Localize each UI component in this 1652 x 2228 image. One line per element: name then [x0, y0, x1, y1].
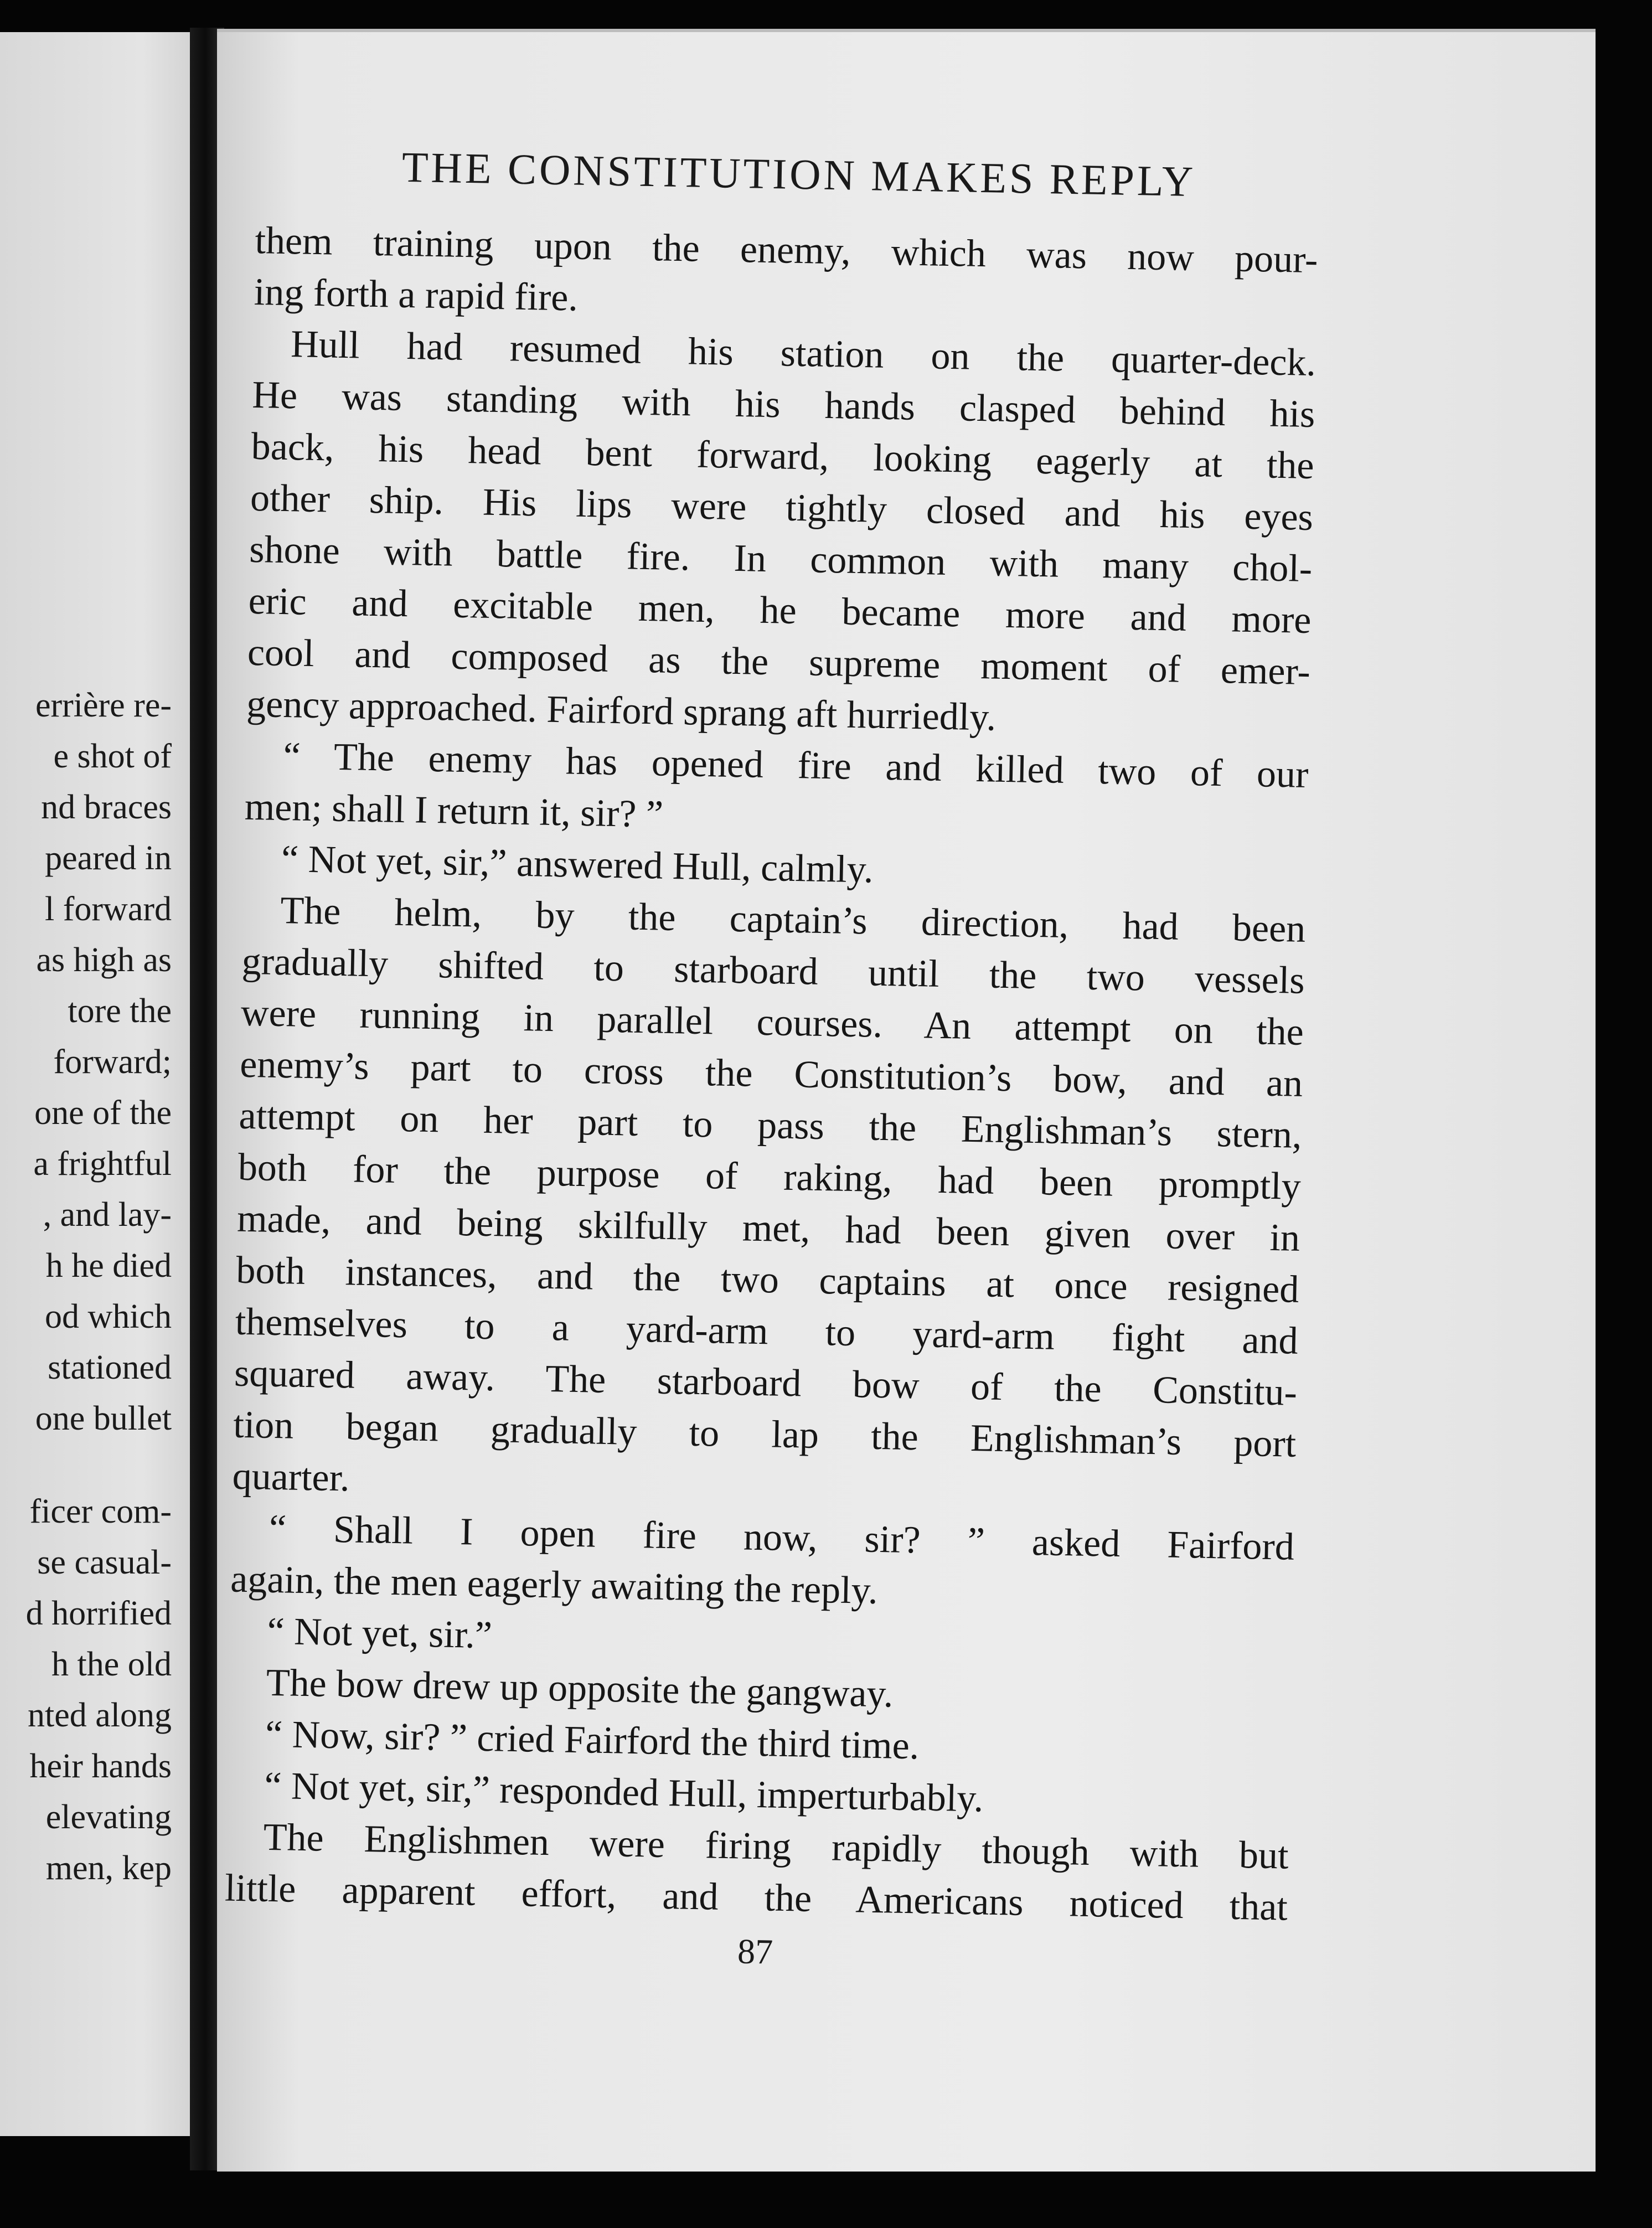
text-line: The Englishmen were firing rapidly though with but	[263, 1816, 1289, 1878]
text-line: “ Not yet, sir,” responded Hull, imperturbably.	[264, 1764, 984, 1820]
page-number: 87	[737, 1931, 773, 1972]
left-page-paragraph-gap	[0, 1444, 172, 1486]
left-page-line: elevating	[45, 1798, 172, 1836]
left-page-line: se casual-	[37, 1544, 172, 1581]
text-line: both for the purpose of raking, had been promptly	[238, 1146, 1302, 1208]
left-page-line: forward;	[53, 1043, 172, 1081]
text-line: cool and composed as the supreme moment of emer-	[247, 631, 1311, 694]
text-line: eric and excitable men, he became more and more	[248, 579, 1312, 642]
text-line: gency approached. Fairford sprang aft hurriedly.	[246, 682, 997, 739]
left-page-line: d horrified	[25, 1595, 172, 1632]
text-line: little apparent effort, and the Americans noticed that	[224, 1866, 1288, 1929]
text-line: The bow drew up opposite the gangway.	[266, 1661, 894, 1716]
left-page-line: nted along	[28, 1696, 172, 1734]
left-page-line: one of the	[34, 1094, 172, 1132]
text-line: “ Shall I open fire now, sir? ” asked Fairford	[269, 1507, 1295, 1569]
text-line: “ The enemy has opened fire and killed two of our	[282, 735, 1309, 796]
left-page-line: stationed	[48, 1349, 172, 1386]
text-line: quarter.	[232, 1455, 350, 1500]
left-page-line: h he died	[45, 1247, 172, 1285]
left-page-line: errière re-	[35, 687, 172, 724]
text-line: back, his head bent forward, looking eagerly at the	[251, 425, 1315, 488]
left-page-text	[0, 680, 172, 1894]
text-line: themselves to a yard-arm to yard-arm fight and	[235, 1300, 1299, 1363]
left-page-line: l forward	[45, 890, 172, 928]
text-line: enemy’s part to cross the Constitution’s bow, and an	[239, 1043, 1303, 1105]
page-content	[224, 140, 1320, 1982]
right-page	[217, 29, 1596, 2172]
left-page-line: heir hands	[29, 1747, 172, 1785]
left-page-line: a frightful	[33, 1145, 172, 1183]
left-page-line: od which	[44, 1298, 172, 1335]
left-page-line: ficer com-	[29, 1493, 172, 1530]
left-page-line: one bullet	[35, 1400, 172, 1437]
text-line: attempt on her part to pass the Englishman’s stern,	[238, 1094, 1303, 1157]
text-line: other ship. His lips were tightly closed and his eyes	[250, 476, 1314, 539]
text-line: them training upon the enemy, which was now pour-	[254, 219, 1319, 282]
left-page-line: h the old	[51, 1646, 172, 1683]
text-line: squared away. The starboard bow of the Constitu-	[234, 1352, 1298, 1414]
text-line: “ Now, sir? ” cried Fairford the third time.	[265, 1713, 920, 1768]
text-line: “ Not yet, sir,” answered Hull, calmly.	[281, 838, 874, 891]
left-page-line: , and lay-	[43, 1196, 172, 1234]
text-line: both instances, and the two captains at once resigned	[235, 1249, 1299, 1311]
text-line: gradually shifted to starboard until the two vessels	[241, 940, 1305, 1002]
text-line: Hull had resumed his station on the quarter-deck.	[290, 323, 1317, 385]
text-line: He was standing with his hands clasped behind his	[251, 373, 1315, 436]
left-page-line: men, kep	[45, 1849, 172, 1887]
page-top-edge	[217, 29, 1596, 32]
text-line: again, the men eagerly awaiting the reply.	[230, 1557, 879, 1612]
text-line: shone with battle fire. In common with many chol-	[249, 528, 1313, 591]
running-head: THE CONSTITUTION MAKES REPLY	[401, 142, 1196, 206]
left-page-line: tore the	[68, 992, 172, 1030]
text-line: tion began gradually to lap the Englishman’s port	[233, 1403, 1297, 1466]
left-page	[0, 32, 204, 2136]
text-line: The helm, by the captain’s direction, had been	[280, 889, 1306, 951]
left-page-line: peared in	[45, 839, 172, 877]
left-page-line: as high as	[36, 941, 172, 979]
left-page-line: nd braces	[41, 788, 172, 826]
text-line: ing forth a rapid fire.	[254, 270, 579, 319]
text-line: men; shall I return it, sir? ”	[244, 785, 664, 836]
text-line: made, and being skilfully met, had been given over in	[236, 1197, 1300, 1260]
text-line: “ Not yet, sir.”	[266, 1610, 493, 1657]
text-line: were running in parallel courses. An attempt on the	[240, 991, 1304, 1054]
left-page-line: e shot of	[53, 737, 172, 775]
